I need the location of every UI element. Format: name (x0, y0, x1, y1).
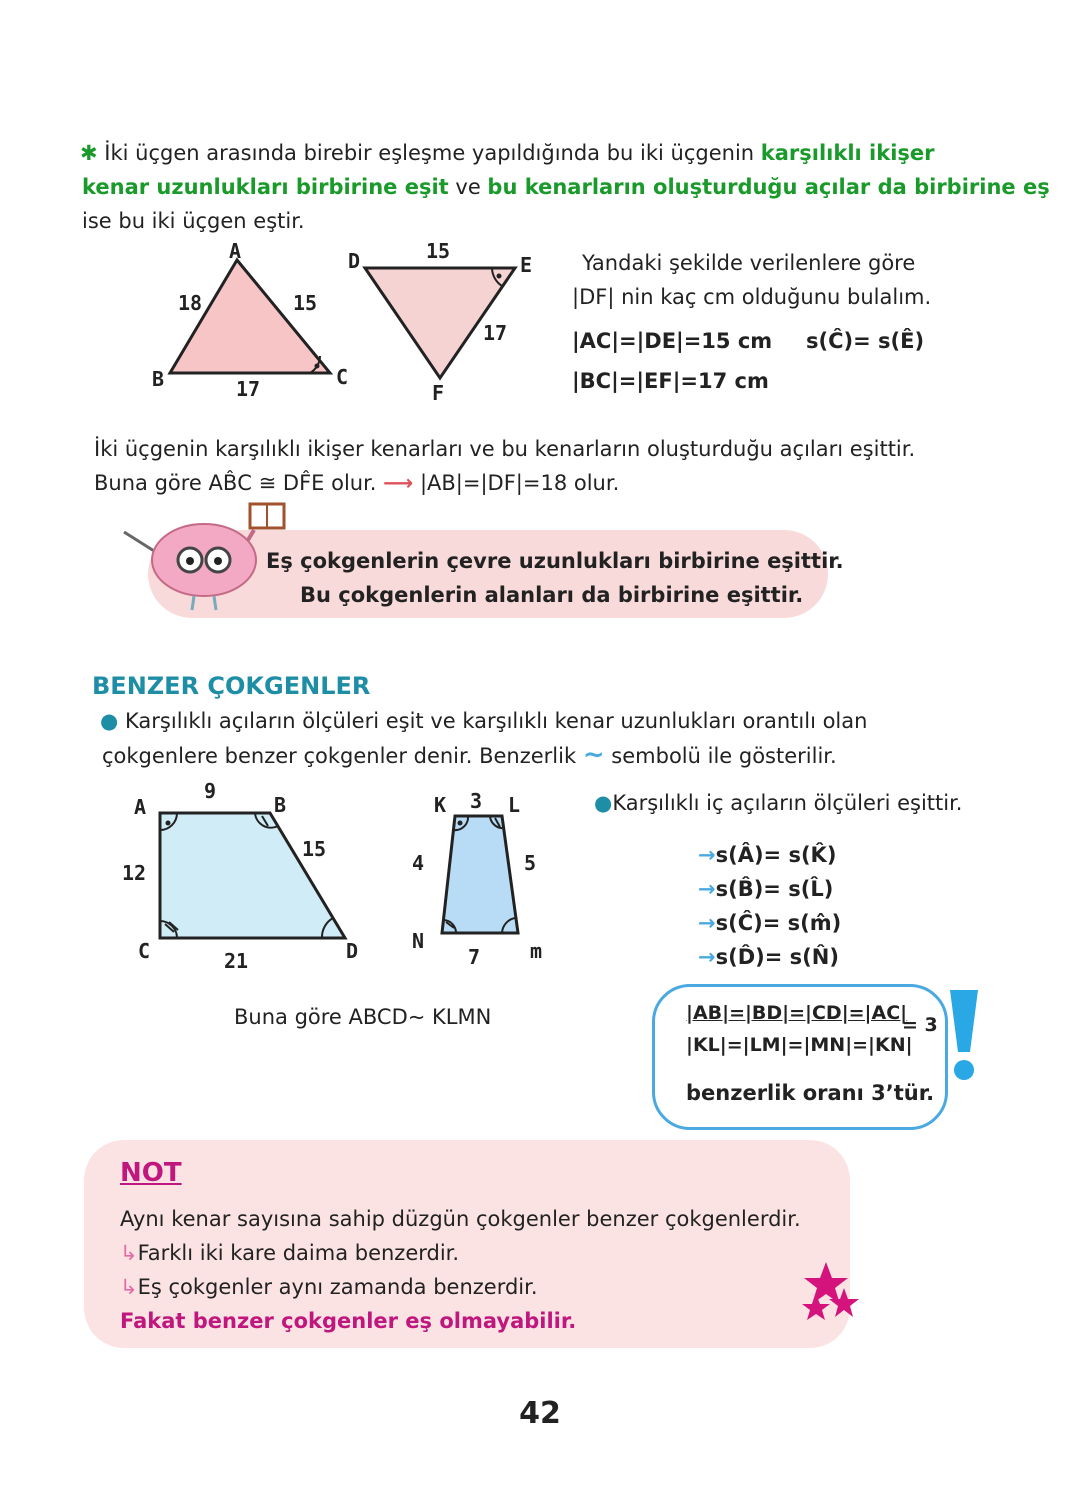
ratio-numerator: |AB|=|BD|=|CD|=|AC| (686, 1002, 908, 1024)
page-number: 42 (519, 1396, 561, 1431)
label-d: D (348, 249, 361, 273)
note-line-4: Fakat benzer çokgenler eş olmayabilir. (120, 1309, 577, 1333)
definition-line-1: ● Karşılıklı açıların ölçüleri eşit ve karşılıklı kenar uzunlukları orantılı olan (100, 709, 868, 733)
pink-stars-icon (796, 1258, 866, 1328)
ratio-denominator: |KL|=|LM|=|MN|=|KN| (686, 1034, 913, 1056)
similar-result: Buna göre ABCD∼ KLMN (234, 1005, 492, 1029)
trapezoids-figure (110, 778, 580, 978)
label-c: C (336, 365, 349, 389)
problem-line-2: |DF| nin kaç cm olduğunu bulalım. (572, 285, 932, 309)
side-de: 15 (426, 239, 451, 263)
teal-dot-icon: ● (594, 791, 613, 815)
side-nm: 7 (468, 945, 481, 969)
section-heading: BENZER ÇOKGENLER (92, 672, 371, 700)
side-kn: 4 (412, 851, 425, 875)
side-ac2: 12 (122, 861, 147, 885)
angle-eq-4: →s(D̂)= s(N̂) (698, 945, 839, 969)
conclusion-line-2: Buna göre AB̂C ≅ DF̂E olur. ⟶ |AB|=|DF|=18 olur. (94, 471, 620, 495)
note-line-2: ↳Farklı iki kare daima benzerdir. (120, 1241, 460, 1265)
label-f: F (432, 381, 445, 405)
intro-line-1: ✱ İki üçgen arasında birebir eşleşme yapıldığında bu iki üçgenin karşılıklı ikişer (80, 141, 935, 165)
teal-dot-icon: ● (100, 709, 119, 733)
given-1: |AC|=|DE|=15 cm (572, 329, 773, 353)
label-d2: D (346, 939, 359, 963)
blue-arrow-icon: → (698, 945, 716, 969)
similarity-tilde-icon: ∼ (582, 740, 605, 770)
red-arrow-icon: ⟶ (383, 471, 414, 495)
intro-line-3: ise bu iki üçgen eştir. (82, 209, 305, 233)
tip-line-1: Eş çokgenlerin çevre uzunlukları birbirine eşittir. (266, 549, 844, 573)
ratio-text: benzerlik oranı 3’tür. (686, 1081, 935, 1105)
angle-eq-1: →s(Â)= s(K̂) (698, 843, 837, 867)
note-title: NOT (120, 1158, 182, 1188)
side-bd: 15 (302, 837, 327, 861)
triangle-abc (170, 260, 330, 373)
intro-line-2: kenar uzunlukları birbirine eşit ve bu kenarların oluşturduğu açılar da birbirine eş (82, 175, 1050, 199)
triangles-figure (140, 238, 560, 408)
angles-title: ●Karşılıklı iç açıların ölçüleri eşittir. (594, 791, 963, 815)
given-angle: s(Ĉ)= s(Ê) (806, 329, 925, 353)
side-cd: 21 (224, 949, 249, 973)
label-k: K (434, 793, 447, 817)
given-2: |BC|=|EF|=17 cm (572, 369, 769, 393)
label-a: A (229, 239, 242, 263)
blue-arrow-icon: → (698, 877, 716, 901)
quad-abcd (160, 813, 345, 938)
blue-arrow-icon: → (698, 911, 716, 935)
ratio-equals: = 3 (902, 1014, 938, 1036)
side-ef: 17 (483, 321, 508, 345)
angle-eq-3: →s(Ĉ)= s(m̂) (698, 911, 842, 935)
label-l: L (508, 793, 521, 817)
pink-return-arrow-icon: ↳ (120, 1275, 138, 1299)
problem-line-1: Yandaki şekilde verilenlere göre (582, 251, 916, 275)
quad-klmn (442, 816, 518, 933)
angle-eq-2: →s(B̂)= s(L̂) (698, 877, 834, 901)
tip-line-2: Bu çokgenlerin alanları da birbirine eşittir. (300, 583, 804, 607)
label-m: m (530, 939, 543, 963)
side-bc: 17 (236, 377, 261, 401)
label-c2: C (138, 939, 151, 963)
label-b2: B (274, 793, 287, 817)
green-flower-icon: ✱ (80, 141, 98, 165)
side-lm: 5 (524, 851, 537, 875)
conclusion-line-1: İki üçgenin karşılıklı ikişer kenarları ve bu kenarların oluşturduğu açıları eşittir. (94, 437, 916, 461)
label-n: N (412, 929, 425, 953)
side-kl: 3 (470, 789, 483, 813)
blue-arrow-icon: → (698, 843, 716, 867)
side-ac: 15 (293, 291, 318, 315)
note-line-3: ↳Eş çokgenler aynı zamanda benzerdir. (120, 1275, 538, 1299)
pink-return-arrow-icon: ↳ (120, 1241, 138, 1265)
note-line-1: Aynı kenar sayısına sahip düzgün çokgenler benzer çokgenlerdir. (120, 1207, 801, 1231)
exclamation-icon (944, 986, 984, 1082)
label-a2: A (134, 795, 147, 819)
side-ab2: 9 (204, 779, 217, 803)
definition-line-2: çokgenlere benzer çokgenler denir. Benzerlik ∼ sembolü ile gösterilir. (102, 740, 837, 770)
label-e: E (520, 253, 533, 277)
label-b: B (152, 367, 165, 391)
side-ab: 18 (178, 291, 203, 315)
